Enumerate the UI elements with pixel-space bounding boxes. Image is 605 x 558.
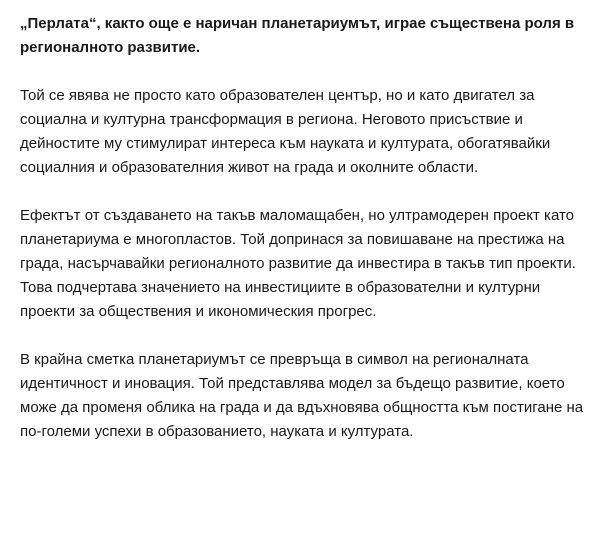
article-paragraph-1: Той се явява не просто като образователен център, но и като двигател за социална и културна трансформация в региона. Неговото присъствие и дейностите му стимулират интереса към науката и културата, обогатявайки социалния и образователния живот на града и околните области.: [20, 87, 551, 176]
article-paragraph-3: В крайна сметка планетариумът се превръща в символ на регионалната идентичност и иновация. Той представлява модел за бъдещо развитие, което може да променя облика на града и да вдъхновява общността към постигане на по-големи успехи в образованието, науката и културата.: [20, 351, 584, 440]
article-paragraph-2: Ефектът от създаването на такъв маломащабен, но ултрамодерен проект като планетариума е многопластов. Той допринася за повишаване на престижа на града, насърчавайки регионалното развитие да инвестира в такъв тип проекти. Това подчертава значението на инвестициите в образователни и културни проекти за обществения и икономическия прогрес.: [20, 207, 576, 320]
article-lead: „Перлата“, както още е наричан планетариумът, играе съществена роля в регионалното развитие.: [20, 15, 575, 56]
